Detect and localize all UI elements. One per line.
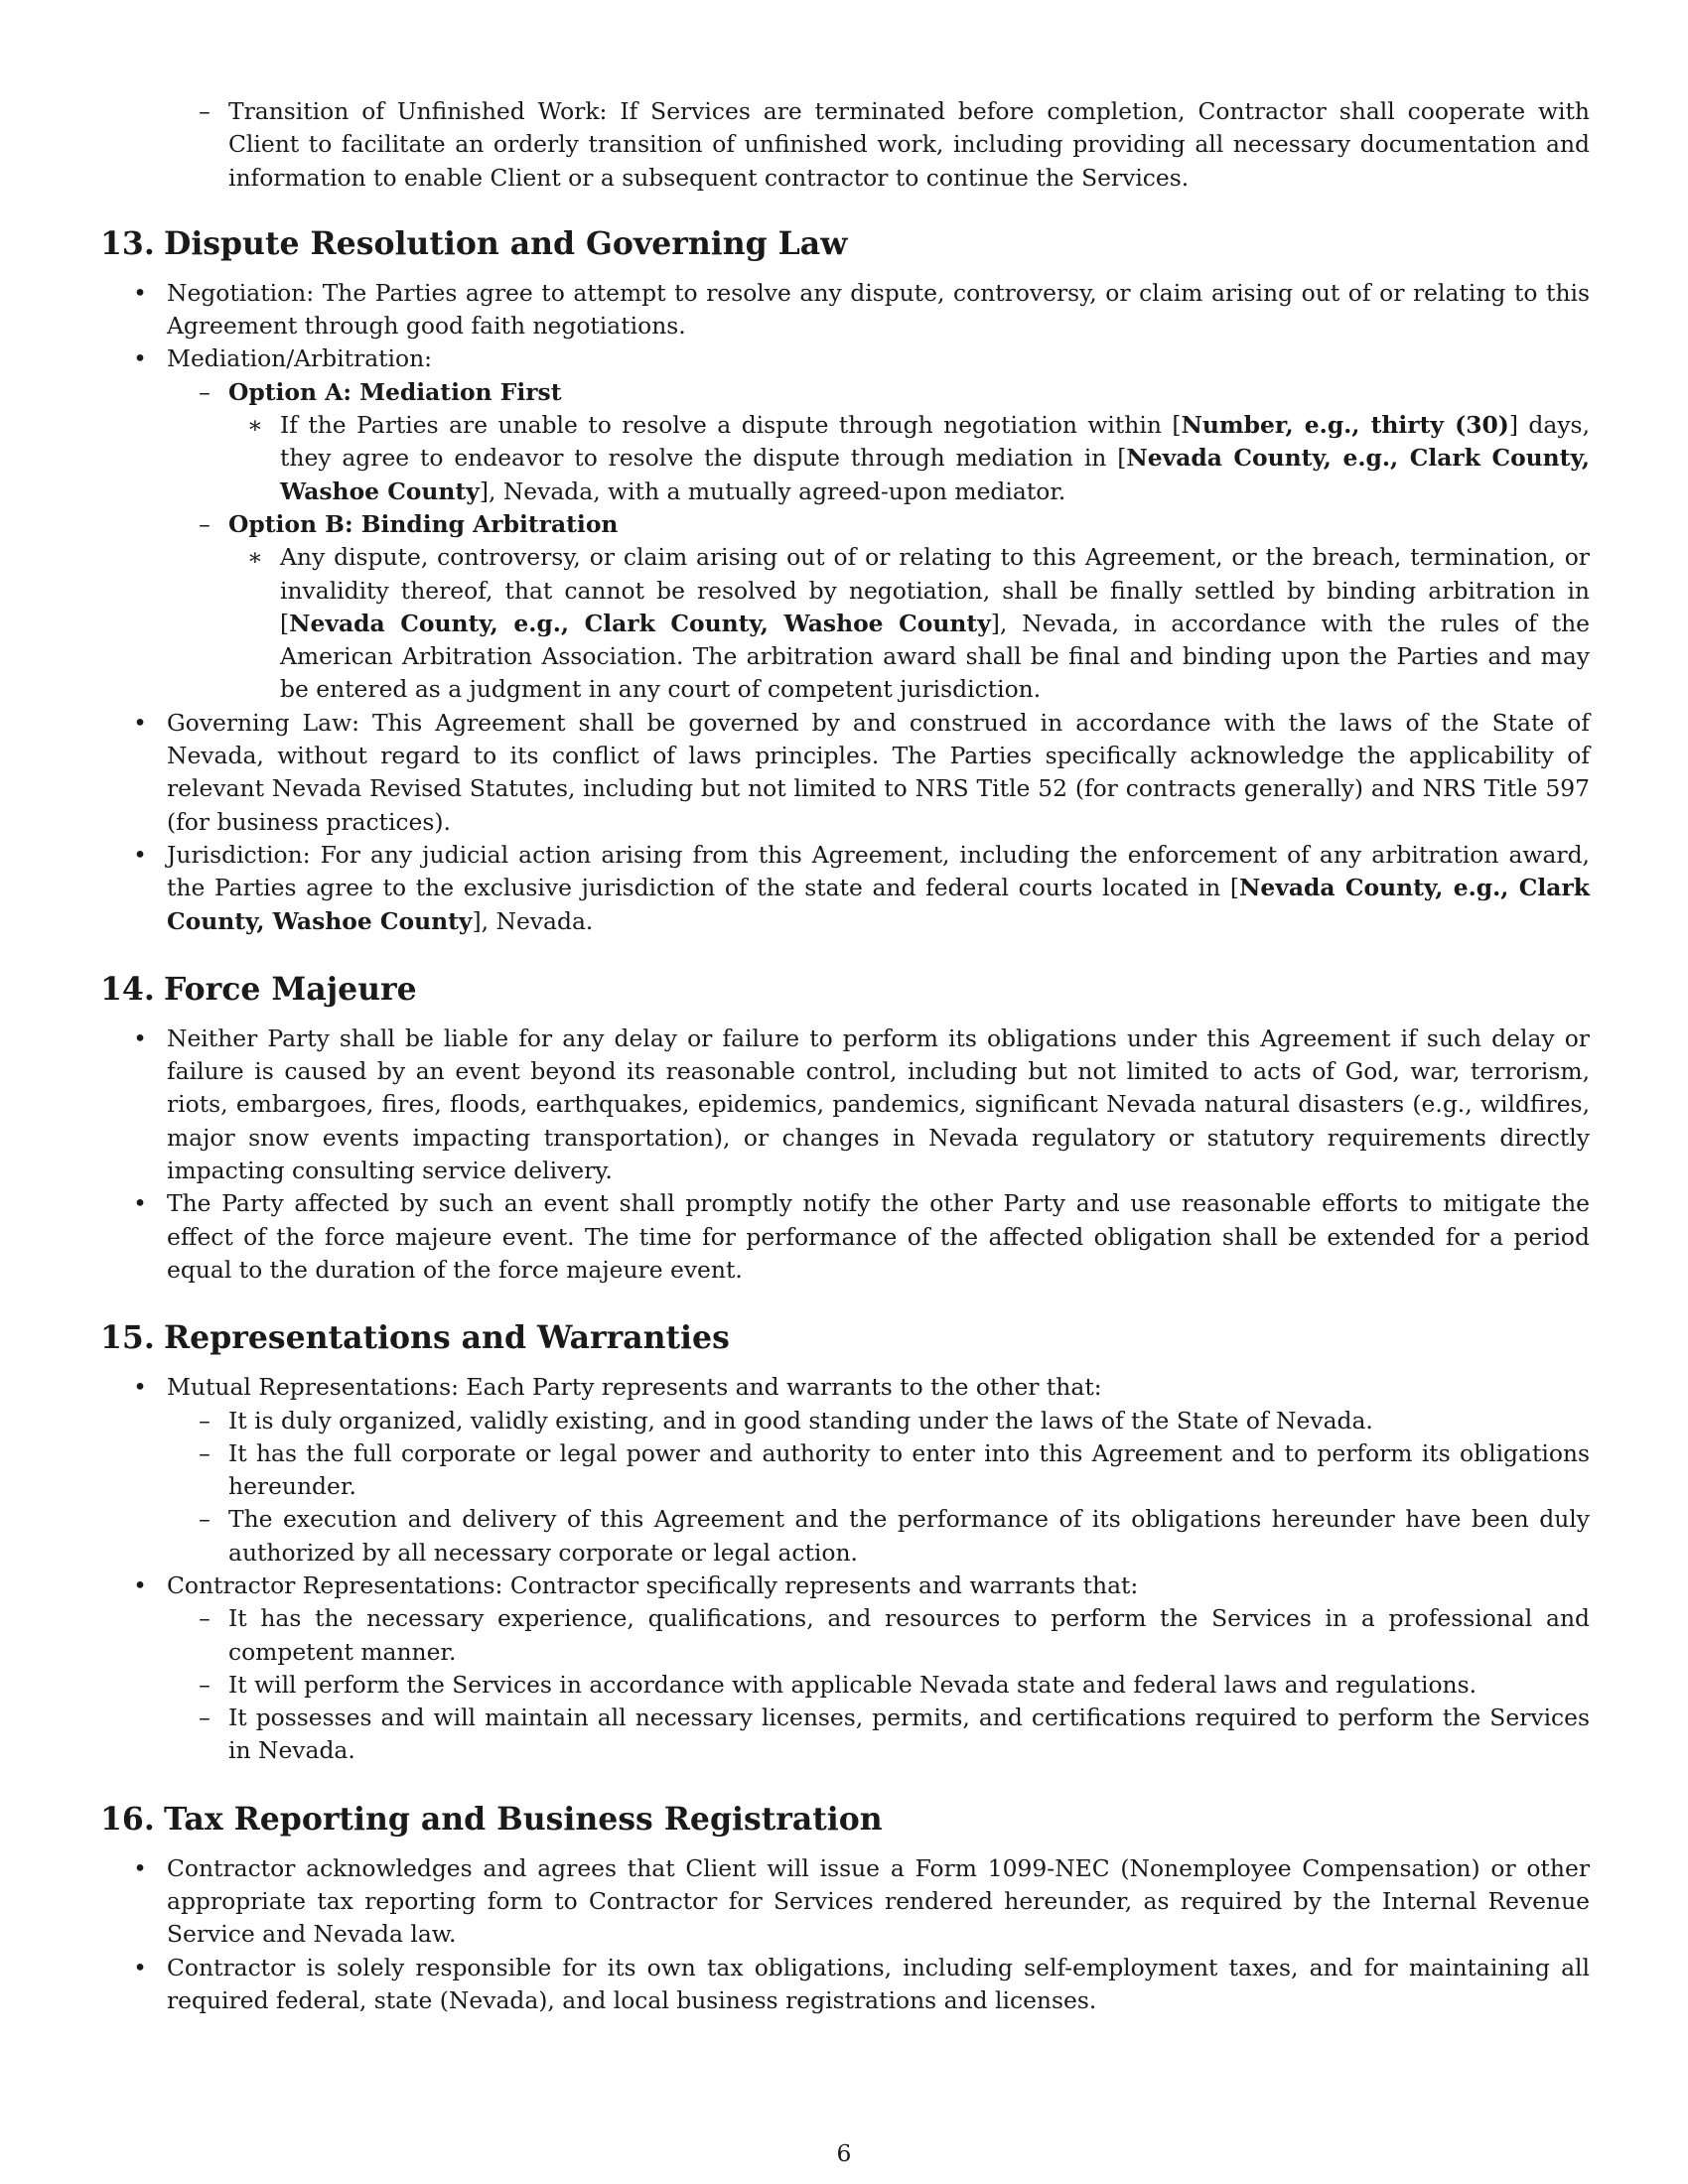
carryover-text: Transition of Unfinished Work: If Services are terminated before completion, Contractor shall cooperate with Client to facilitate an orderly transition of unfinished work, including providing all necessary documentation and information to enable Client or a subsequent contractor to continue the Services. bbox=[228, 97, 1590, 192]
bullet-marker: • bbox=[133, 344, 147, 373]
section-number: 16. bbox=[100, 1800, 155, 1838]
list-item-option-a bbox=[167, 376, 1590, 508]
section-15-list bbox=[100, 1371, 1590, 1768]
list-item-jurisdiction bbox=[100, 839, 1590, 938]
tax-text: Contractor acknowledges and agrees that Client will issue a Form 1099-NEC (Nonemployee Compensation) or other appropriate tax reporting form to Contractor for Services rendered hereunder, as required by the Internal Revenue Service and Nevada law. bbox=[167, 1853, 1590, 1949]
section-15-heading bbox=[100, 1318, 1590, 1358]
dash-marker: – bbox=[199, 1604, 211, 1633]
dash-marker: – bbox=[199, 1505, 211, 1534]
option-a-text: ], Nevada, with a mutually agreed-upon mediator. bbox=[479, 477, 1066, 505]
list-item bbox=[167, 1405, 1590, 1437]
list-item-mediation bbox=[100, 342, 1590, 706]
bullet-marker: • bbox=[133, 278, 147, 307]
bullet-marker: • bbox=[133, 1953, 147, 1981]
mutual-list bbox=[167, 1405, 1590, 1570]
bullet-marker: • bbox=[133, 708, 147, 737]
mutual-item-text: The execution and delivery of this Agreement and the performance of its obligations hereunder have been duly authorized by all necessary corporate or legal action. bbox=[228, 1505, 1590, 1567]
section-16-heading bbox=[100, 1800, 1590, 1840]
section-title: Dispute Resolution and Governing Law bbox=[164, 224, 848, 262]
bullet-marker: • bbox=[133, 1373, 147, 1402]
star-marker: ∗ bbox=[247, 543, 263, 572]
options-list bbox=[167, 376, 1590, 707]
section-number: 13. bbox=[100, 224, 155, 262]
list-item bbox=[100, 95, 1590, 195]
negotiation-text: Negotiation: The Parties agree to attempt to resolve any dispute, controversy, or claim arising out of or relating to this Agreement through good faith negotiations. bbox=[167, 278, 1590, 341]
list-item bbox=[167, 1437, 1590, 1504]
document-page bbox=[100, 95, 1590, 2017]
bullet-marker: • bbox=[133, 840, 147, 869]
carryover-list bbox=[100, 95, 1590, 195]
option-b-list bbox=[228, 541, 1590, 706]
option-a-label: Option A: Mediation First bbox=[228, 377, 562, 406]
list-item bbox=[228, 409, 1590, 508]
force-majeure-text: Neither Party shall be liable for any delay or failure to perform its obligations under this Agreement if such delay or failure is caused by an event beyond its reasonable control, including but not limited to acts of God, war, terrorism, riots, embargoes, fires, floods, earthquakes, epidemics, pandemics, significant Nevada natural disasters (e.g., wildfires, major snow events impacting transportation), or changes in Nevada regulatory or statutory requirements directly impacting consulting service delivery. bbox=[167, 1024, 1590, 1185]
section-title: Tax Reporting and Business Registration bbox=[164, 1800, 883, 1838]
list-item bbox=[100, 1187, 1590, 1287]
list-item bbox=[100, 1023, 1590, 1187]
list-item bbox=[167, 1669, 1590, 1702]
list-item bbox=[167, 1602, 1590, 1669]
bullet-marker: • bbox=[133, 1189, 147, 1218]
section-title: Representations and Warranties bbox=[164, 1319, 730, 1357]
page-number: 6 bbox=[836, 2139, 852, 2167]
placeholder-county: Nevada County, e.g., Clark County, Washoe County bbox=[289, 609, 991, 637]
section-14-list bbox=[100, 1023, 1590, 1287]
option-b-text: ], Nevada, in accordance with the rules of the American Arbitration Association. The arbitration award shall be final and binding upon the Parties and may be entered as a judgment in any court of competent jurisdiction. bbox=[280, 609, 1590, 704]
contractor-item-text: It has the necessary experience, qualifications, and resources to perform the Services in a professional and competent manner. bbox=[228, 1604, 1590, 1666]
dash-marker: – bbox=[199, 509, 211, 538]
jurisdiction-text: ], Nevada. bbox=[472, 906, 594, 935]
section-number: 15. bbox=[100, 1319, 155, 1357]
force-majeure-text: The Party affected by such an event shall promptly notify the other Party and use reasonable efforts to mitigate the effect of the force majeure event. The time for performance of the affected obligation shall be extended for a period equal to the duration of the force majeure event. bbox=[167, 1189, 1590, 1284]
star-marker: ∗ bbox=[247, 411, 263, 440]
contractor-item-text: It possesses and will maintain all necessary licenses, permits, and certifications required to perform the Services in Nevada. bbox=[228, 1704, 1590, 1765]
dash-marker: – bbox=[199, 97, 211, 125]
section-16-list bbox=[100, 1852, 1590, 2017]
bullet-marker: • bbox=[133, 1570, 147, 1599]
list-item bbox=[167, 1503, 1590, 1570]
section-number: 14. bbox=[100, 970, 155, 1008]
placeholder-days: Number, e.g., thirty (30) bbox=[1181, 411, 1509, 440]
list-item-option-b bbox=[167, 508, 1590, 707]
bullet-marker: • bbox=[133, 1853, 147, 1882]
section-13-heading bbox=[100, 224, 1590, 264]
option-a-list bbox=[228, 409, 1590, 508]
dash-marker: – bbox=[199, 377, 211, 406]
governing-law-text: Governing Law: This Agreement shall be governed by and construed in accordance with the laws of the State of Nevada, without regard to its conflict of laws principles. The Parties specifically acknowledge the applicability of relevant Nevada Revised Statutes, including but not limited to NRS Title 52 (for contracts generally) and NRS Title 597 (for business practices). bbox=[167, 708, 1590, 836]
mutual-item-text: It has the full corporate or legal power and authority to enter into this Agreement and to perform its obligations hereunder. bbox=[228, 1438, 1590, 1501]
tax-text: Contractor is solely responsible for its own tax obligations, including self-employment taxes, and for maintaining all required federal, state (Nevada), and local business registrations and licenses. bbox=[167, 1953, 1590, 2014]
option-a-text: If the Parties are unable to resolve a dispute through negotiation within [ bbox=[280, 411, 1182, 440]
list-item-governing-law bbox=[100, 707, 1590, 839]
dash-marker: – bbox=[199, 1438, 211, 1467]
placeholder-county: Nevada County, e.g., Clark County, Washoe County bbox=[167, 874, 1590, 935]
list-item bbox=[100, 1852, 1590, 1952]
section-title: Force Majeure bbox=[164, 970, 417, 1008]
list-item bbox=[100, 1952, 1590, 2018]
contractor-label: Contractor Representations: Contractor specifically represents and warrants that: bbox=[167, 1570, 1139, 1599]
list-item bbox=[167, 1702, 1590, 1768]
mutual-item-text: It is duly organized, validly existing, and in good standing under the laws of the State of Nevada. bbox=[228, 1406, 1373, 1434]
list-item-negotiation bbox=[100, 277, 1590, 343]
placeholder-county: Nevada County, e.g., Clark County, Washoe County bbox=[280, 444, 1590, 505]
section-13-list bbox=[100, 277, 1590, 938]
jurisdiction-text: Jurisdiction: For any judicial action arising from this Agreement, including the enforcement of any arbitration award, the Parties agree to the exclusive jurisdiction of the state and federal courts located in [ bbox=[167, 840, 1590, 902]
contractor-list bbox=[167, 1602, 1590, 1767]
option-b-text: Any dispute, controversy, or claim arising out of or relating to this Agreement, or the breach, termination, or invalidity thereof, that cannot be resolved by negotiation, shall be finally settled by binding arbitration in [ bbox=[280, 543, 1590, 637]
list-item-mutual bbox=[100, 1371, 1590, 1570]
list-item bbox=[228, 541, 1590, 706]
mediation-label: Mediation/Arbitration: bbox=[167, 344, 433, 373]
contractor-item-text: It will perform the Services in accordance with applicable Nevada state and federal laws and regulations. bbox=[228, 1670, 1477, 1699]
option-b-label: Option B: Binding Arbitration bbox=[228, 509, 619, 538]
dash-marker: – bbox=[199, 1406, 211, 1434]
mutual-label: Mutual Representations: Each Party represents and warrants to the other that: bbox=[167, 1373, 1102, 1402]
bullet-marker: • bbox=[133, 1024, 147, 1052]
dash-marker: – bbox=[199, 1704, 211, 1732]
dash-marker: – bbox=[199, 1670, 211, 1699]
section-14-heading bbox=[100, 970, 1590, 1010]
option-a-text: ] days, they agree to endeavor to resolve the dispute through mediation in [ bbox=[280, 411, 1590, 473]
list-item-contractor bbox=[100, 1570, 1590, 1768]
